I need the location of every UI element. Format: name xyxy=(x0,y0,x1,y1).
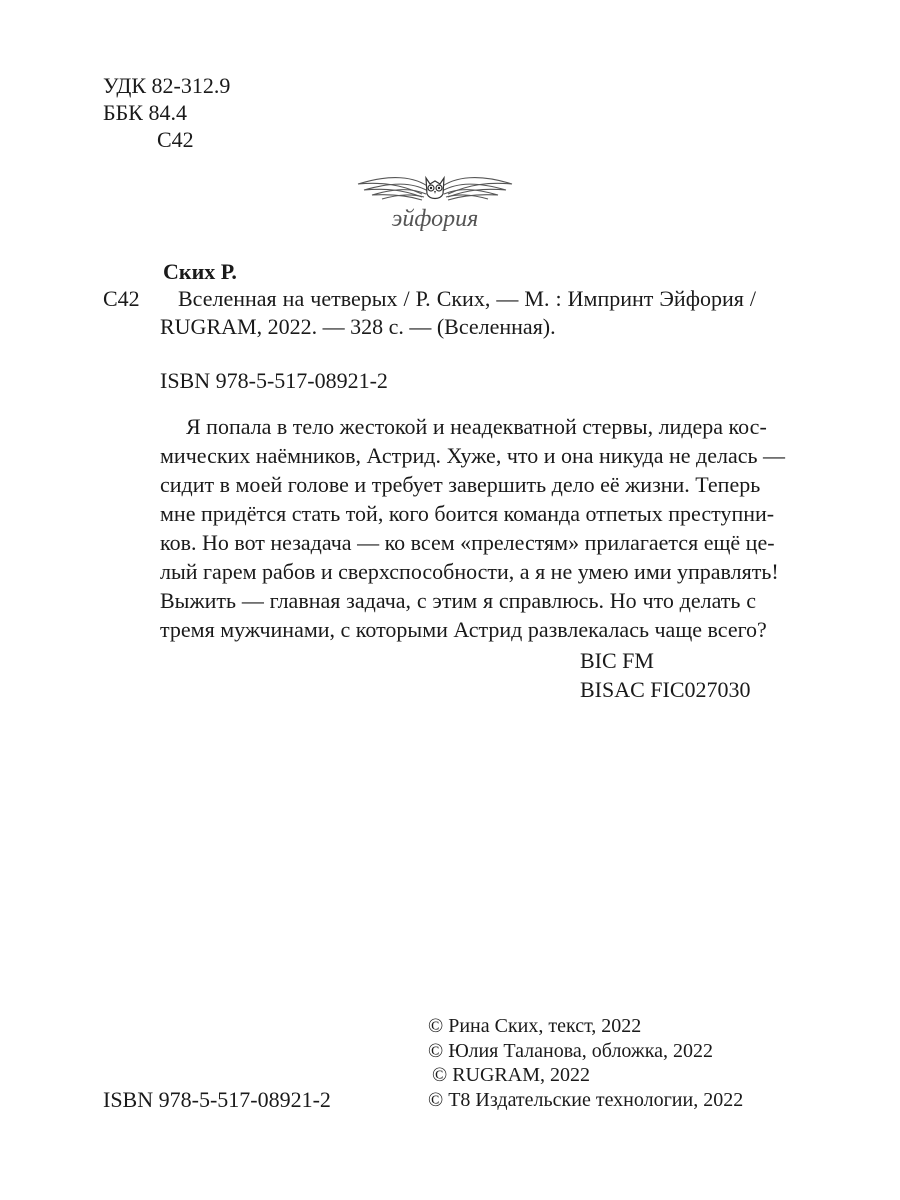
bibliographic-line-1: Вселенная на четверых / Р. Ских, — М. : Импринт Эйфория / xyxy=(178,286,756,311)
annotation-line: тремя мужчинами, с которыми Астрид развлекалась чаще всего? xyxy=(160,617,767,642)
cutter-code: С42 xyxy=(157,127,194,152)
annotation-line: Выжить — главная задача, с этим я справлюсь. Но что делать с xyxy=(160,588,756,613)
bisac-code: BISAC FIC027030 xyxy=(580,677,751,702)
isbn-bottom: ISBN 978-5-517-08921-2 xyxy=(103,1087,331,1112)
author-name: Ских Р. xyxy=(163,259,237,284)
annotation-line: ков. Но вот незадача — ко всем «прелестям» прилагается ещё це- xyxy=(160,530,775,555)
annotation-line: сидит в моей голове и требует завершить дело её жизни. Теперь xyxy=(160,472,761,497)
annotation-line: мических наёмников, Астрид. Хуже, что и она никуда не делась — xyxy=(160,443,786,468)
annotation xyxy=(160,412,786,644)
annotation-line: Я попала в тело жестокой и неадекватной стервы, лидера кос- xyxy=(186,414,767,439)
copyright-line: © Т8 Издательские технологии, 2022 xyxy=(428,1088,744,1111)
bibliographic-line-2: RUGRAM, 2022. — 328 с. — (Вселенная). xyxy=(160,314,556,339)
copyright-line: © Рина Ских, текст, 2022 xyxy=(428,1015,642,1037)
bbk-code: ББК 84.4 xyxy=(103,100,187,125)
logo-text: эйфория xyxy=(391,206,479,232)
owl-wings-icon xyxy=(350,168,520,238)
bic-code: BIC FM xyxy=(580,648,654,673)
copyright-line: © RUGRAM, 2022 xyxy=(432,1064,590,1086)
publisher-logo xyxy=(350,168,520,238)
copyright-line: © Юлия Таланова, обложка, 2022 xyxy=(428,1039,714,1062)
annotation-line: мне придётся стать той, кого боится команда отпетых преступни- xyxy=(160,501,775,526)
udk-code: УДК 82-312.9 xyxy=(103,73,231,98)
cutter-code-main: С42 xyxy=(103,286,140,311)
annotation-line: лый гарем рабов и сверхспособности, а я не умею ими управлять! xyxy=(160,559,779,584)
copyright-notices xyxy=(428,1014,743,1112)
isbn-main: ISBN 978-5-517-08921-2 xyxy=(160,368,388,393)
